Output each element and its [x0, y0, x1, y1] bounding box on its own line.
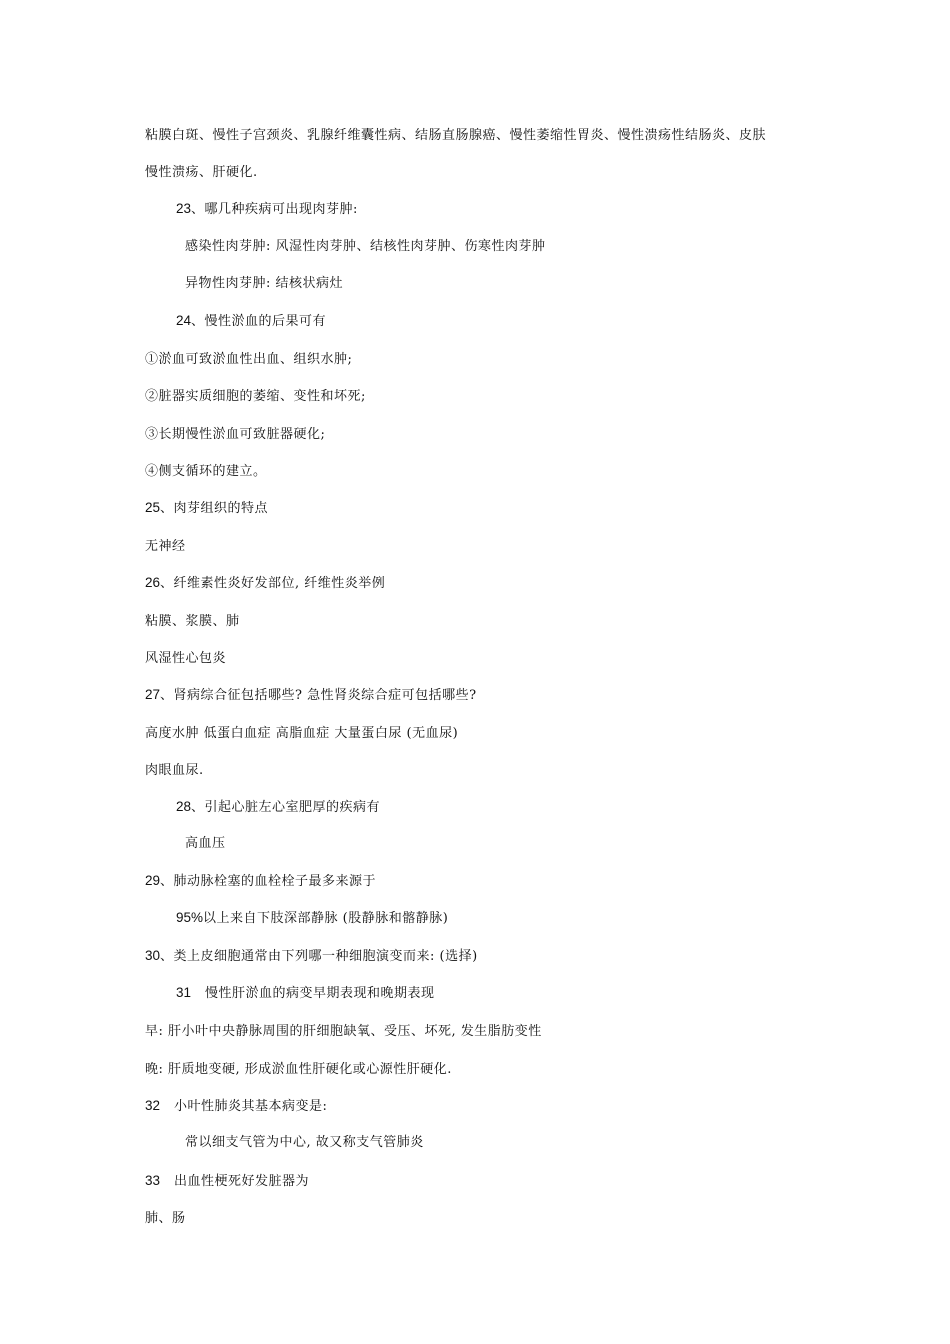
question-number: 31 [176, 985, 192, 1000]
question-number: 27 [145, 687, 161, 702]
question-30 [145, 948, 478, 965]
question-number: 33 [145, 1173, 161, 1188]
question-31 [176, 985, 435, 1002]
question-number: 24 [176, 313, 192, 328]
answer-line: ③长期慢性淤血可致脏器硬化; [145, 427, 326, 442]
question-text: 、慢性淤血的后果可有 [191, 314, 327, 329]
question-26 [145, 575, 385, 592]
question-number: 30 [145, 948, 161, 963]
answer-line: ②脏器实质细胞的萎缩、变性和坏死; [145, 389, 366, 404]
answer-line: 晚: 肝质地变硬, 形成淤血性肝硬化或心源性肝硬化. [145, 1062, 452, 1077]
question-number: 28 [176, 799, 192, 814]
question-number: 26 [145, 575, 161, 590]
answer-line: 异物性肉芽肿: 结核状病灶 [185, 276, 344, 291]
question-text: 小叶性肺炎其基本病变是: [174, 1099, 328, 1114]
question-text: 、肉芽组织的特点 [160, 501, 269, 516]
question-number: 29 [145, 873, 161, 888]
answer-line: 风湿性心包炎 [145, 651, 227, 666]
question-25 [145, 500, 268, 517]
question-text: 、哪几种疾病可出现肉芽肿: [191, 202, 358, 217]
answer-line: 高度水肿 低蛋白血症 高脂血症 大量蛋白尿 (无血尿) [145, 726, 459, 741]
answer-text: 以上来自下肢深部静脉 (股静脉和髂静脉) [203, 911, 449, 926]
question-text: 、引起心脏左心室肥厚的疾病有 [191, 800, 381, 815]
question-33 [145, 1173, 309, 1190]
answer-line: 肉眼血尿. [145, 763, 204, 778]
question-27 [145, 687, 477, 704]
answer-line [176, 910, 448, 927]
question-text: 出血性梗死好发脏器为 [174, 1174, 310, 1189]
question-32 [145, 1098, 327, 1115]
question-number: 23 [176, 201, 192, 216]
answer-line: ④侧支循环的建立。 [145, 464, 267, 479]
question-text: 、肺动脉栓塞的血栓栓子最多来源于 [160, 874, 377, 889]
answer-line: 感染性肉芽肿: 风湿性肉芽肿、结核性肉芽肿、伤寒性肉芽肿 [185, 239, 546, 254]
question-text: 慢性肝淤血的病变早期表现和晚期表现 [205, 986, 435, 1001]
question-text: 、类上皮细胞通常由下列哪一种细胞演变而来: (选择) [160, 949, 478, 964]
question-24 [176, 313, 326, 330]
question-number: 32 [145, 1098, 161, 1113]
percent-value: 95% [176, 910, 204, 925]
answer-line: 粘膜、浆膜、肺 [145, 614, 240, 629]
question-number: 25 [145, 500, 161, 515]
answer-line: 肺、肠 [145, 1211, 186, 1226]
question-29 [145, 873, 376, 890]
question-23 [176, 201, 358, 218]
question-text: 、肾病综合征包括哪些? 急性肾炎综合症可包括哪些? [160, 688, 477, 703]
answer-line: 无神经 [145, 539, 186, 554]
answer-line: 高血压 [185, 836, 226, 851]
question-text: 、纤维素性炎好发部位, 纤维性炎举例 [160, 576, 386, 591]
answer-line: ①淤血可致淤血性出血、组织水肿; [145, 352, 353, 367]
answer-line: 常以细支气管为中心, 故又称支气管肺炎 [185, 1135, 424, 1150]
question-28 [176, 799, 380, 816]
text-line: 粘膜白斑、慢性子宫颈炎、乳腺纤维囊性病、结肠直肠腺癌、慢性萎缩性胃炎、慢性溃疡性结肠炎、皮肤 [145, 128, 767, 143]
text-line: 慢性溃疡、肝硬化. [145, 165, 258, 180]
answer-line: 早: 肝小叶中央静脉周围的肝细胞缺氧、受压、坏死, 发生脂肪变性 [145, 1024, 542, 1039]
